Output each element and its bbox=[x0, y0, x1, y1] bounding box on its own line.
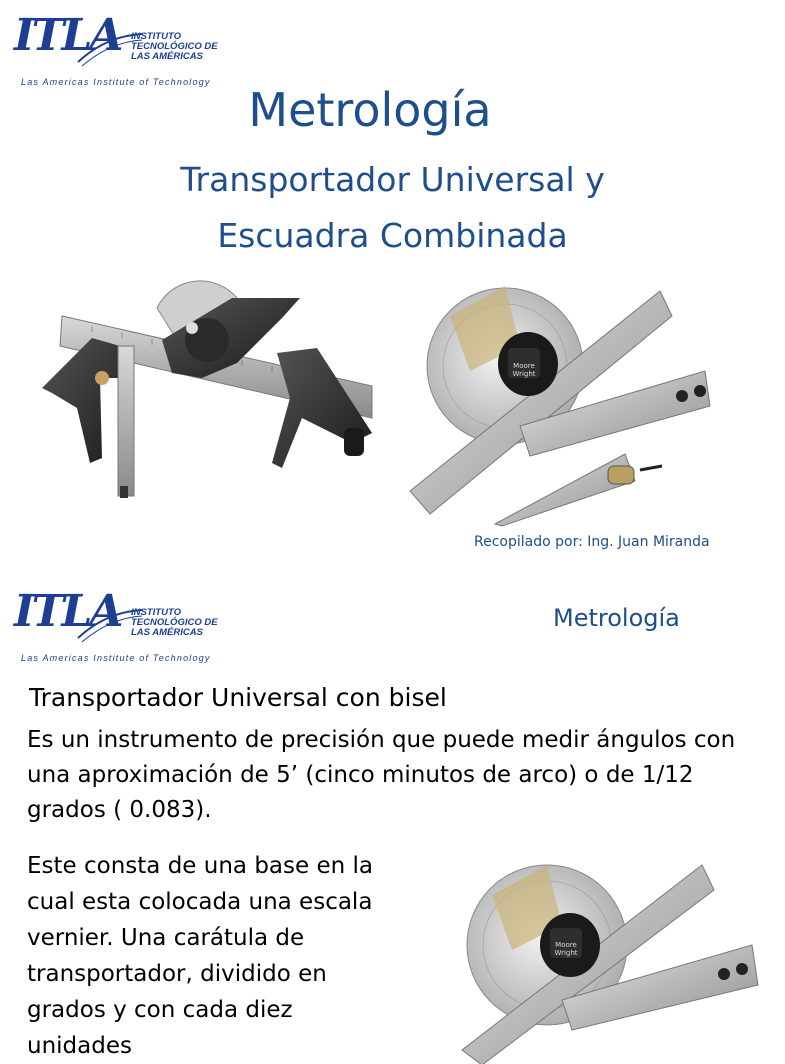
paragraph-2: Este consta de una base en la cual esta colocada una escala vernier. Una carátula de transportador, dividido en grados y con cada diez unidades bbox=[27, 853, 373, 1059]
svg-text:Wright: Wright bbox=[554, 949, 578, 957]
logo-institute-name: INSTITUTO TECNOLÓGICO DE LAS AMÉRICAS bbox=[131, 607, 218, 638]
slide-title: Metrología bbox=[553, 604, 680, 632]
itla-logo bbox=[14, 10, 224, 92]
content-slide bbox=[0, 576, 768, 1059]
bevel-protractor-image bbox=[410, 276, 710, 526]
combination-square-image bbox=[32, 268, 392, 518]
section-heading: Transportador Universal con bisel bbox=[29, 683, 447, 712]
svg-text:Moore: Moore bbox=[513, 362, 535, 370]
logo-institute-name: INSTITUTO TECNOLÓGICO DE LAS AMÉRICAS bbox=[131, 31, 218, 62]
paragraph-1: Es un instrumento de precisión que puede medir ángulos con una aproximación de 5’ (cinco minutos de arco) o de 1/12 grados ( 0.083). bbox=[27, 727, 736, 823]
itla-logo bbox=[14, 586, 224, 668]
logo-brand: ITLA bbox=[14, 10, 121, 61]
svg-text:Moore: Moore bbox=[555, 941, 577, 949]
subtitle-line-2: Escuadra Combinada bbox=[217, 216, 568, 255]
credit-line: Recopilado por: Ing. Juan Miranda bbox=[474, 534, 710, 550]
logo-brand: ITLA bbox=[14, 586, 121, 637]
slide-separator bbox=[0, 566, 768, 576]
subtitle-line-1: Transportador Universal y bbox=[180, 160, 605, 199]
slide-title: Metrología bbox=[248, 83, 492, 137]
logo-tagline: Las Americas Institute of Technology bbox=[21, 77, 211, 87]
logo-tagline: Las Americas Institute of Technology bbox=[21, 653, 211, 663]
bevel-protractor-image bbox=[462, 850, 762, 1030]
svg-text:Wright: Wright bbox=[512, 370, 536, 378]
